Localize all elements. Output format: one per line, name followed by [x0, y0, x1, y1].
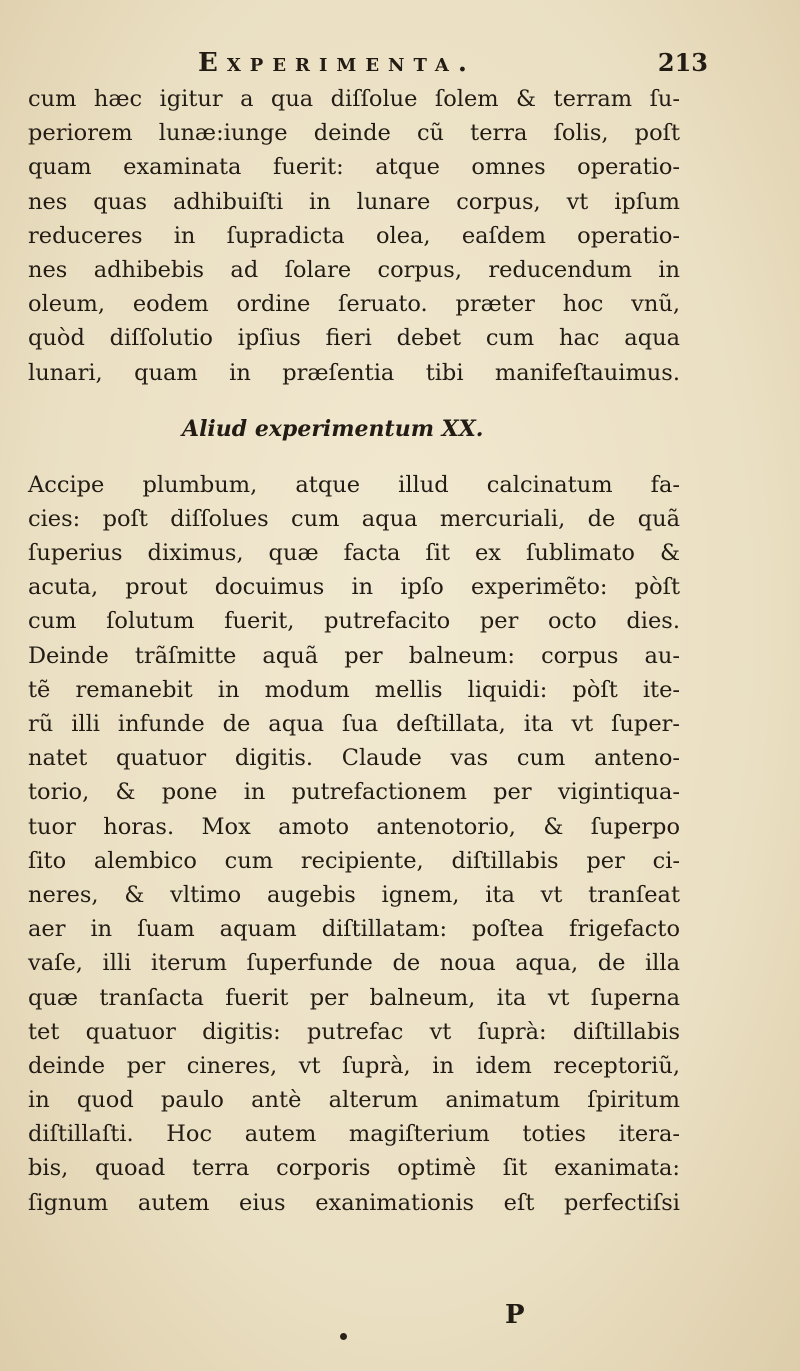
text-line: periorem lunæ:iunge deinde cũ terra ſolis, poſt — [28, 120, 680, 147]
page-number: 213 — [657, 48, 708, 77]
text-line: in quod paulo antè alterum animatum ſpiritum — [28, 1087, 680, 1114]
body-text — [28, 82, 680, 1220]
text-line: ſignum autem eius exanimationis eſt perfectiſsi — [28, 1189, 680, 1216]
text-line: quòd diſſolutio ipſius fieri debet cum hac aqua — [28, 325, 680, 352]
text-line: cum ſolutum fuerit, putrefacito per octo dies. — [28, 608, 680, 635]
text-line: reduceres in ſupradicta olea, eaſdem operatio- — [28, 222, 680, 249]
text-line: Deinde trãſmitte aquã per balneum: corpus au- — [28, 642, 680, 669]
text-line: quam examinata fuerit: atque omnes operatio- — [28, 154, 680, 181]
text-line: oleum, eodem ordine ſeruato. præter hoc vnũ, — [28, 291, 680, 318]
text-line: rũ illi infunde de aqua ſua deſtillata, ita vt ſuper- — [28, 711, 680, 737]
text-line: vaſe, illi iterum ſuperfunde de noua aqua, de illa — [28, 950, 680, 977]
text-line: torio, & pone in putrefactionem per vigintiqua- — [28, 779, 680, 806]
text-line: bis, quoad terra corporis optimè ſit exanimata: — [28, 1155, 680, 1182]
paragraph-2 — [28, 468, 680, 1220]
section-heading: Aliud experimentum XX. — [182, 415, 484, 442]
text-line: deinde per cineres, vt ſuprà, in idem receptoriũ, — [28, 1052, 680, 1079]
text-line: nes quas adhibuiſti in lunare corpus, vt ipſum — [28, 188, 680, 215]
text-line: acuta, prout docuimus in ipſo experimẽto: pòſt — [28, 574, 680, 601]
text-line: natet quatuor digitis. Claude vas cum anteno- — [28, 745, 680, 772]
text-line: aer in ſuam aquam diſtillatam: poſtea frigefacto — [28, 916, 680, 943]
text-line: lunari, quam in præſentia tibi manifeſtauimus. — [28, 359, 680, 386]
signature-mark: P — [505, 1300, 525, 1330]
paragraph-1 — [28, 82, 680, 390]
text-line: tẽ remanebit in modum mellis liquidi: pòſt ite- — [28, 676, 680, 703]
text-line: Accipe plumbum, atque illud calcinatum fa- — [28, 471, 680, 498]
text-line: quæ tranſacta fuerit per balneum, ita vt ſuperna — [28, 984, 680, 1011]
text-line: cum hæc igitur a qua diſſolue ſolem & terram ſu- — [28, 86, 680, 112]
text-line: cies: poſt diſſolues cum aqua mercuriali, de quã — [28, 505, 680, 532]
text-line: diſtillaſti. Hoc autem magiſterium toties itera- — [28, 1121, 680, 1148]
running-head: Experimenta. — [198, 48, 476, 78]
text-line: ſuperius diximus, quæ facta ſit ex ſublimato & — [28, 540, 680, 567]
text-line: nes adhibebis ad ſolare corpus, reducendum in — [28, 256, 680, 283]
text-line: tuor horas. Mox amoto antenotorio, & ſuperpo — [28, 813, 680, 840]
text-line: tet quatuor digitis: putrefac vt ſuprà: diſtillabis — [28, 1018, 680, 1045]
text-line: ſito alembico cum recipiente, diſtillabis per ci- — [28, 847, 680, 874]
text-line: neres, & vltimo augebis ignem, ita vt tranſeat — [28, 881, 680, 908]
ink-dot — [340, 1333, 347, 1340]
